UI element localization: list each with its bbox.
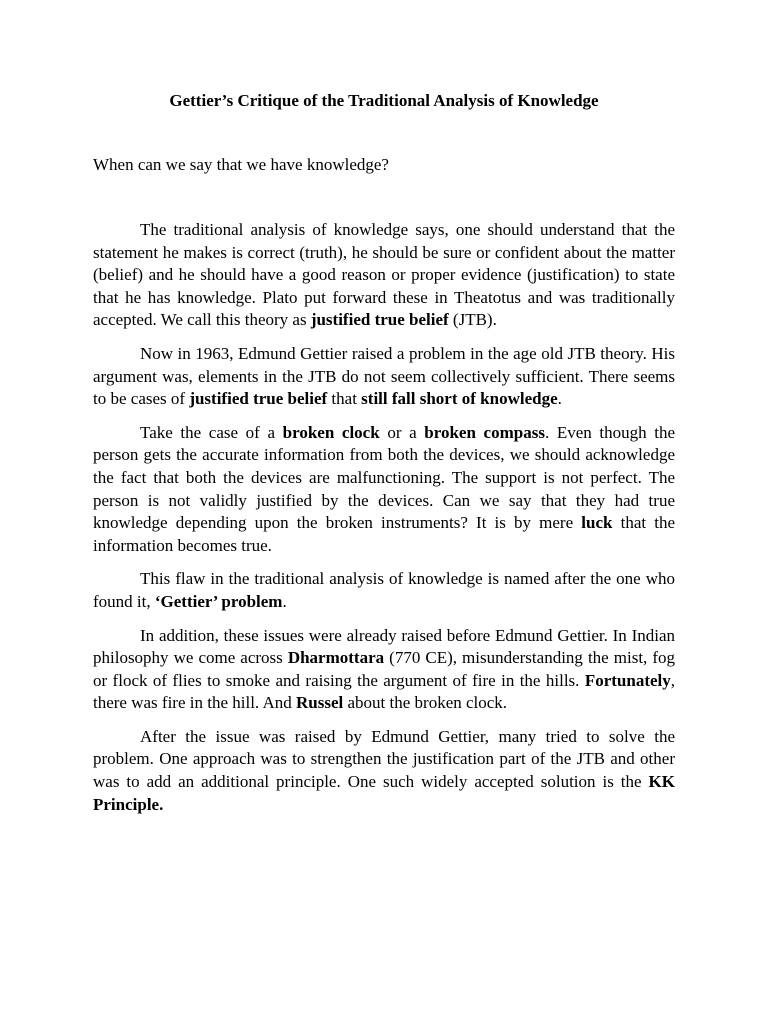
bold-term: Fortunately <box>584 670 671 690</box>
text-run: After the issue was raised by Edmund Gettier, many tried to solve the problem. One approach was to strengthen the justification part of the JTB and other was to add an additional principle. One such widely accepted solution is the <box>93 726 675 792</box>
text-run: that the information becomes true. <box>93 513 675 555</box>
paragraph-gettier-1963 <box>93 343 675 411</box>
text-run: (JTB). <box>448 310 497 330</box>
text-run: . <box>557 389 562 409</box>
bold-term: luck <box>581 513 613 533</box>
text-run: or a <box>379 422 425 442</box>
bold-term: justified true belief <box>189 389 328 409</box>
text-run: In addition, these issues were already raised before Edmund Gettier. In Indian philosophy we come across <box>93 625 675 668</box>
bold-term: broken compass <box>424 422 545 442</box>
bold-term: still fall short of knowledge <box>361 389 558 409</box>
text-run: about the broken clock. <box>343 693 508 713</box>
document-title: Gettier’s Critique of the Traditional Analysis of Knowledge <box>169 91 599 110</box>
bold-term: KK Principle. <box>93 772 675 814</box>
bold-term: Russel <box>296 693 344 713</box>
paragraph-traditional-analysis <box>93 219 675 332</box>
text-run: The traditional analysis of knowledge says, one should understand that the statement he makes is correct (truth), he should be sure or confident about the matter (belief) and he should have a good reason or proper evidence (justification) to state that he has knowledge. Plato put forward these in Theatotus and was traditionally accepted. We call this theory as <box>93 220 675 330</box>
bold-term: broken clock <box>282 422 380 442</box>
text-run: (770 CE), misunderstanding the mist, fog or flock of flies to smoke and raising the argument of fire in the hills. <box>93 648 675 690</box>
bold-term: justified true belief <box>310 310 449 330</box>
paragraph-gettier-problem <box>93 568 675 613</box>
paragraph-broken-clock <box>93 422 675 558</box>
paragraph-kk-principle <box>93 726 675 816</box>
bold-term: ‘Gettier’ problem <box>154 591 283 611</box>
text-run: This flaw in the traditional analysis of knowledge is named after the one who found it, <box>93 569 675 611</box>
document-body <box>93 219 675 827</box>
text-run: Now in 1963, Edmund Gettier raised a problem in the age old JTB theory. His argument was, elements in the JTB do not seem collectively sufficient. There seems to be cases of <box>93 343 675 409</box>
text-run: . <box>282 591 287 611</box>
text-run: that <box>327 389 362 409</box>
text-run: . Even though the person gets the accurate information from both the devices, we should acknowledge the fact that both the devices are malfunctioning. The support is not perfect. The person is not validly justified by the devices. Can we say that they had true knowledge depending upon the broken instruments? It is by mere <box>93 422 675 533</box>
bold-term: Dharmottara <box>287 648 385 668</box>
paragraph-dharmottara <box>93 625 675 715</box>
text-run: Take the case of a <box>140 422 283 442</box>
text-run: , there was fire in the hill. And <box>93 670 675 713</box>
opening-question: When can we say that we have knowledge? <box>93 155 389 174</box>
